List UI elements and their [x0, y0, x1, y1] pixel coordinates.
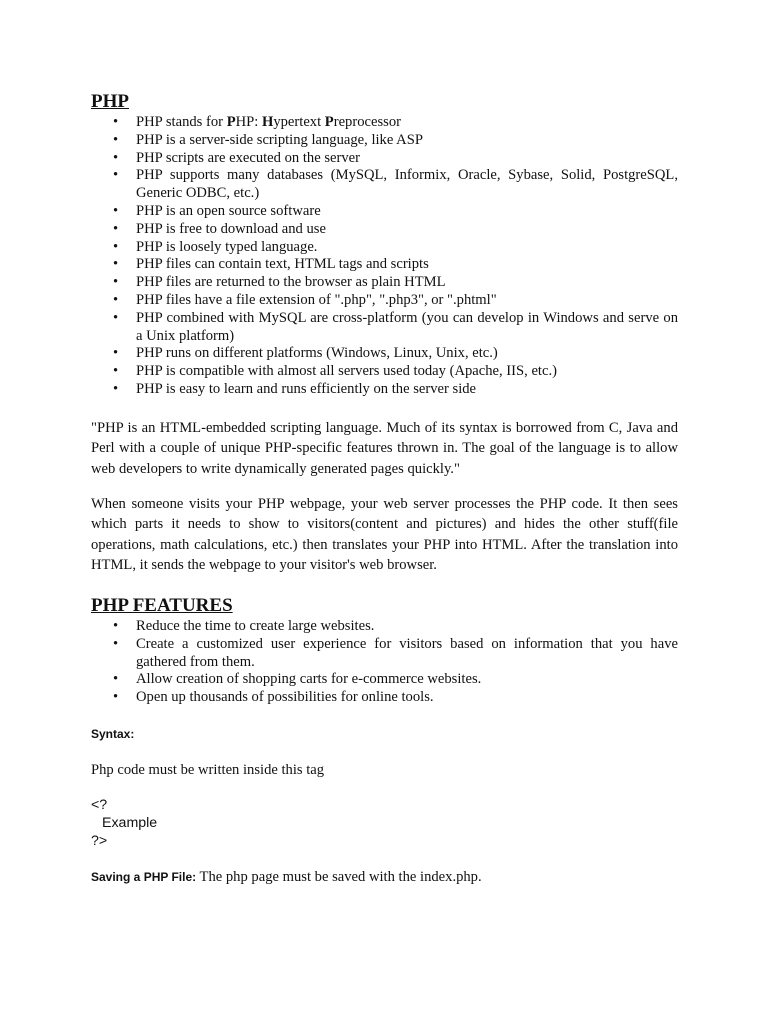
list-item: • PHP is an open source software — [113, 202, 321, 219]
bullet-icon: • — [113, 220, 119, 237]
list-item: • Allow creation of shopping carts for e-commerce websites. — [113, 671, 482, 688]
list-item: • PHP stands for PHP: Hypertext Preprocessor — [113, 114, 401, 130]
list-item: • Reduce the time to create large websites. — [113, 617, 375, 634]
code-close-tag: ?> — [91, 833, 108, 850]
bullet-icon: • — [113, 380, 119, 397]
bullet-icon: • — [113, 671, 119, 688]
list-item: • PHP runs on different platforms (Windows, Linux, Unix, etc.) — [113, 345, 498, 362]
bullet-icon: • — [113, 363, 119, 380]
bullet-icon: • — [113, 256, 119, 273]
list-item: • PHP is a server-side scripting language, like ASP — [113, 131, 423, 148]
code-sample — [91, 796, 678, 850]
saving-label: Saving a PHP File: — [91, 870, 197, 885]
php-facts-list — [91, 114, 678, 399]
list-item: • PHP files have a file extension of ".php", ".php3", or ".phtml" — [113, 291, 497, 308]
bullet-icon: • — [113, 238, 119, 255]
list-item: • PHP supports many databases (MySQL, Informix, Oracle, Sybase, Solid, PostgreSQL, Generic ODBC, etc.) — [113, 167, 678, 202]
php-quote-paragraph: "PHP is an HTML-embedded scripting language. Much of its syntax is borrowed from C, Java and Perl with a couple of unique PHP-specific features thrown in. The goal of the language is to allow web developers to write dynamically generated pages quickly." — [91, 419, 678, 477]
bullet-icon: • — [113, 149, 119, 166]
list-item: • PHP is easy to learn and runs efficiently on the server side — [113, 380, 477, 397]
bullet-icon: • — [113, 167, 119, 184]
php-process-paragraph: When someone visits your PHP webpage, your web server processes the PHP code. It then sees which parts it needs to show to visitors(content and pictures) and hides the other stuff(file operations, math calculations, etc.) then translates your PHP into HTML. After the translation into HTML, it sends the webpage to your visitor's web browser. — [91, 495, 678, 574]
list-item: • PHP files are returned to the browser as plain HTML — [113, 274, 446, 291]
section-title-php-features: PHP FEATURES — [91, 594, 233, 616]
php-features-list — [91, 618, 678, 707]
bullet-icon: • — [113, 202, 119, 219]
bullet-icon: • — [113, 617, 119, 634]
bullet-icon: • — [113, 291, 119, 308]
code-open-tag: <? — [91, 797, 108, 814]
document-page — [91, 90, 678, 887]
bullet-icon: • — [113, 274, 119, 291]
list-item: • PHP scripts are executed on the server — [113, 149, 360, 166]
syntax-label: Syntax: — [91, 726, 135, 741]
list-item: • PHP is free to download and use — [113, 220, 326, 237]
saving-text: The php page must be saved with the index.php. — [196, 869, 482, 886]
syntax-description: Php code must be written inside this tag — [91, 761, 325, 778]
saving-php-file-note — [91, 867, 678, 887]
bullet-icon: • — [113, 345, 119, 362]
code-body: Example — [102, 815, 158, 832]
list-item: • Open up thousands of possibilities for online tools. — [113, 689, 434, 706]
list-item: • PHP files can contain text, HTML tags and scripts — [113, 256, 429, 273]
bullet-icon: • — [113, 131, 119, 148]
section-title-php: PHP — [91, 91, 129, 112]
bullet-icon: • — [113, 689, 119, 706]
bullet-icon: • — [113, 635, 119, 652]
list-item: • PHP combined with MySQL are cross-platform (you can develop in Windows and serve on a Unix platform) — [113, 309, 678, 344]
bullet-icon: • — [113, 114, 119, 130]
list-item: • Create a customized user experience for visitors based on information that you have gathered from them. — [113, 635, 678, 670]
list-item: • PHP is loosely typed language. — [113, 238, 318, 255]
list-item: • PHP is compatible with almost all servers used today (Apache, IIS, etc.) — [113, 363, 557, 380]
bullet-icon: • — [113, 309, 119, 326]
